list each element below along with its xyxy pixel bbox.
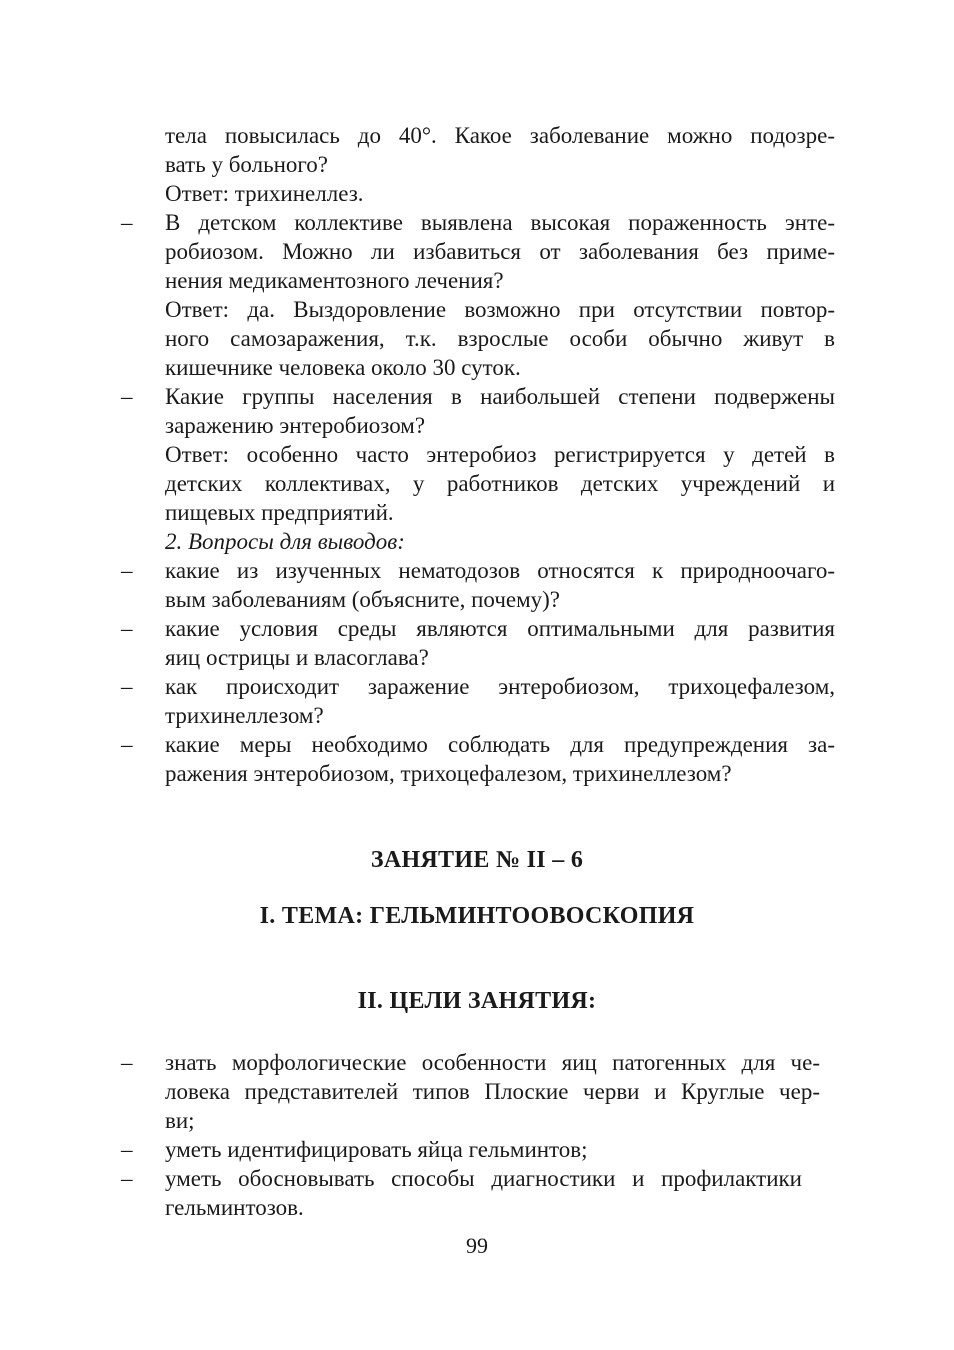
answer-line: пищевых предприятий. — [165, 500, 394, 525]
text-line: заражению энтеробиозом? — [165, 413, 426, 438]
list-dash: – — [121, 1137, 133, 1162]
question-line: какие из изученных нематодозов относятся к природноочаго- — [165, 558, 835, 583]
text-line: вать у больного? — [165, 152, 328, 177]
list-dash: – — [121, 616, 133, 641]
list-dash: – — [121, 732, 133, 757]
text-line: тела повысилась до 40°. Какое заболевание можно подозре- — [165, 123, 835, 148]
goal-line: ловека представителей типов Плоские черви и Круглые чер- — [165, 1079, 820, 1104]
question-line: ражения энтеробиозом, трихоцефалезом, трихинеллезом? — [165, 761, 732, 786]
answer-line: кишечнике человека около 30 суток. — [165, 355, 521, 380]
list-dash: – — [121, 384, 133, 409]
answer-line: Ответ: трихинеллез. — [165, 181, 364, 206]
lesson-heading: ЗАНЯТИЕ № II – 6 — [370, 847, 584, 873]
questions-title: 2. Вопросы для выводов: — [165, 529, 405, 554]
question-line: вым заболеваниям (объясните, почему)? — [165, 587, 561, 612]
text-line: нения медикаментозного лечения? — [165, 268, 504, 293]
answer-line: Ответ: особенно часто энтеробиоз регистрируется у детей в — [165, 442, 835, 467]
list-dash: – — [121, 1050, 133, 1075]
question-line: какие условия среды являются оптимальными для развития — [165, 616, 835, 641]
text-line: Какие группы населения в наибольшей степени подвержены — [165, 384, 835, 409]
list-dash: – — [121, 674, 133, 699]
list-dash: – — [121, 210, 133, 235]
goals-heading: II. ЦЕЛИ ЗАНЯТИЯ: — [357, 988, 597, 1014]
question-line: трихинеллезом? — [165, 703, 324, 728]
question-line: как происходит заражение энтеробиозом, трихоцефалезом, — [165, 674, 835, 699]
goal-line: уметь идентифицировать яйца гельминтов; — [165, 1137, 588, 1162]
goal-line: уметь обосновывать способы диагностики и профилактики — [165, 1166, 802, 1191]
page-number: 99 — [466, 1233, 488, 1258]
question-line: яиц острицы и власоглава? — [165, 645, 429, 670]
answer-line: Ответ: да. Выздоровление возможно при отсутствии повтор- — [165, 297, 835, 322]
topic-heading: I. ТЕМА: ГЕЛЬМИНТООВОСКОПИЯ — [259, 903, 695, 929]
goal-line: гельминтозов. — [165, 1195, 304, 1220]
text-line: В детском коллективе выявлена высокая пораженность энте- — [165, 210, 835, 235]
text-line: робиозом. Можно ли избавиться от заболевания без приме- — [165, 239, 835, 264]
goal-line: ви; — [165, 1108, 195, 1133]
answer-line: детских коллективах, у работников детских учреждений и — [165, 471, 835, 496]
goal-line: знать морфологические особенности яиц патогенных для че- — [165, 1050, 820, 1075]
list-dash: – — [121, 1166, 133, 1191]
question-line: какие меры необходимо соблюдать для предупреждения за- — [165, 732, 835, 757]
answer-line: ного самозаражения, т.к. взрослые особи обычно живут в — [165, 326, 835, 351]
list-dash: – — [121, 558, 133, 583]
